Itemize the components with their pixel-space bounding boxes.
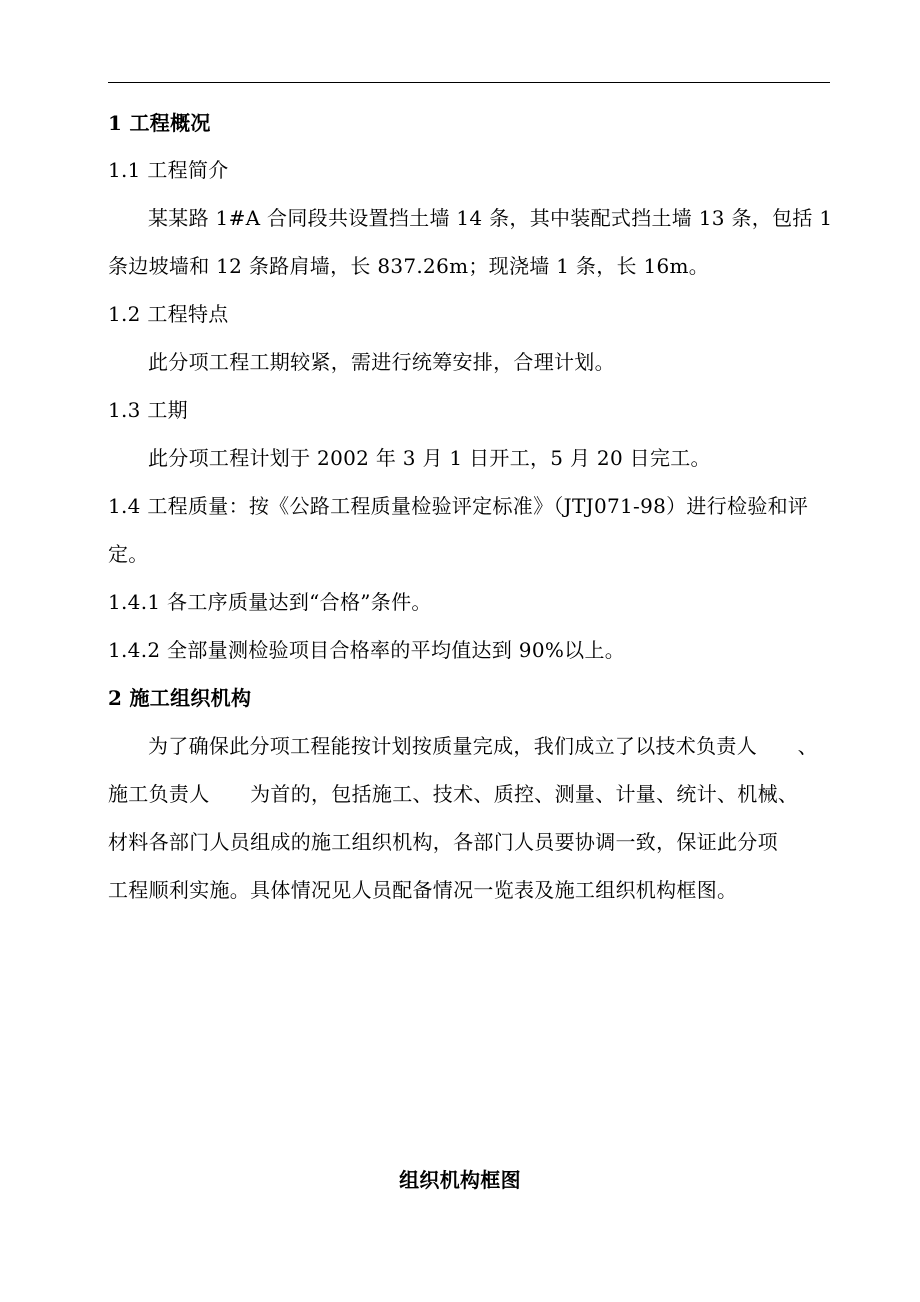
org-chart-title: 组织机构框图	[399, 1168, 521, 1192]
paragraph-4-line-4: 工程顺利实施。具体情况见人员配备情况一览表及施工组织机构框图。	[108, 878, 738, 902]
subsection-heading-1-3: 1.3 工期	[108, 398, 188, 422]
header-rule	[108, 82, 830, 83]
paragraph-2: 此分项工程工期较紧，需进行统筹安排，合理计划。	[148, 350, 615, 374]
paragraph-4-line-2: 施工负责人 为首的，包括施工、技术、质控、测量、计量、统计、机械、	[108, 782, 799, 806]
paragraph-3: 此分项工程计划于 2002 年 3 月 1 日开工，5 月 20 日完工。	[148, 446, 711, 470]
paragraph-1-line-2: 条边坡墙和 12 条路肩墙，长 837.26m；现浇墙 1 条，长 16m。	[108, 254, 710, 278]
subsection-heading-1-4-line-1: 1.4 工程质量：按《公路工程质量检验评定标准》（JTJ071-98）进行检验和评	[108, 494, 809, 518]
list-item-1-4-1: 1.4.1 各工序质量达到“合格”条件。	[108, 590, 432, 614]
section-heading-1: 1 工程概况	[108, 111, 211, 135]
subsection-heading-1-2: 1.2 工程特点	[108, 302, 229, 326]
paragraph-1-line-1: 某某路 1#A 合同段共设置挡土墙 14 条，其中装配式挡土墙 13 条，包括 1	[148, 206, 833, 230]
section-heading-2: 2 施工组织机构	[108, 686, 252, 710]
subsection-heading-1-4-line-2: 定。	[108, 542, 149, 566]
list-item-1-4-2: 1.4.2 全部量测检验项目合格率的平均值达到 90%以上。	[108, 638, 626, 662]
subsection-heading-1-1: 1.1 工程简介	[108, 158, 229, 182]
paragraph-4-line-1: 为了确保此分项工程能按计划按质量完成，我们成立了以技术负责人 、	[148, 734, 818, 758]
paragraph-4-line-3: 材料各部门人员组成的施工组织机构，各部门人员要协调一致，保证此分项	[108, 830, 778, 854]
